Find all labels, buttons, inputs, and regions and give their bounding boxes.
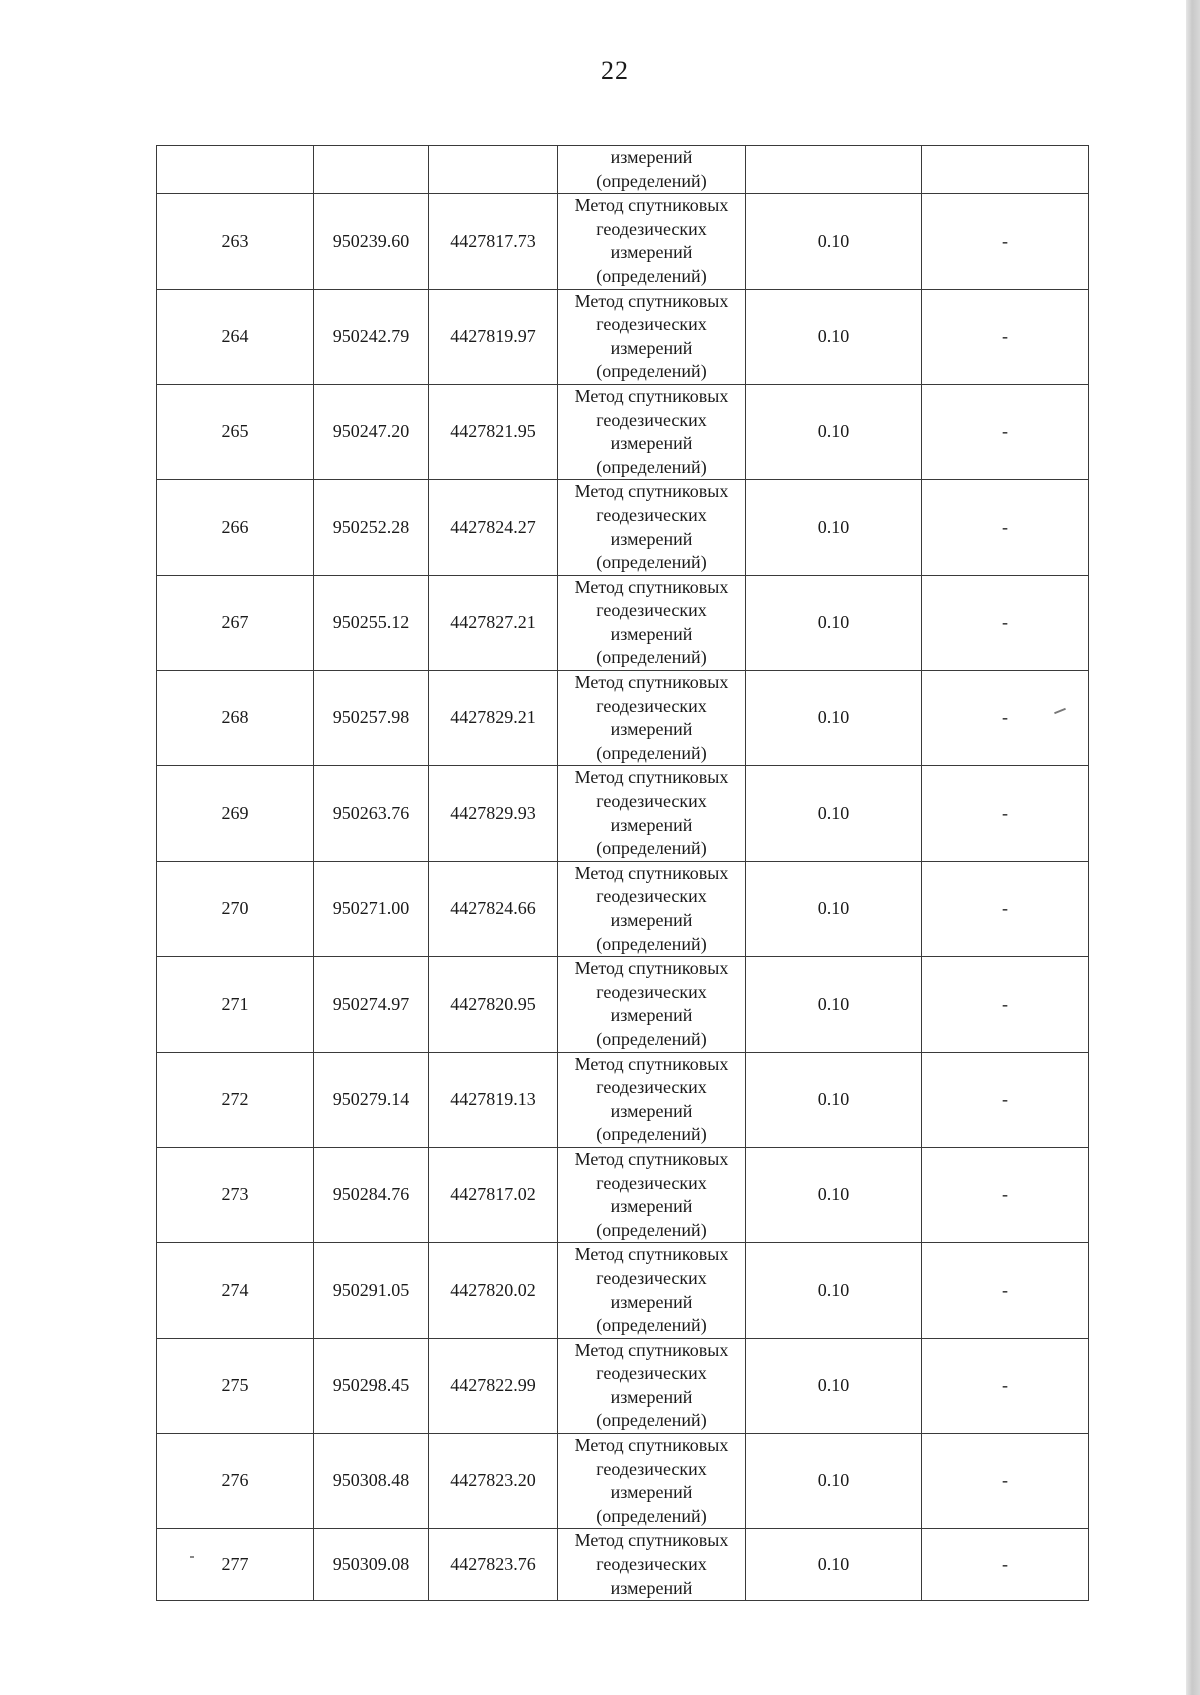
method-line: Метод спутниковых	[574, 576, 729, 597]
method-line: измерений	[610, 814, 693, 835]
accuracy-cell: 0.10	[746, 766, 922, 861]
method-line: (определений)	[596, 552, 707, 573]
method-line: измерений	[610, 433, 693, 454]
method-line: геодезических	[596, 695, 707, 716]
method-cell	[558, 1338, 746, 1433]
x-cell: 950308.48	[314, 1434, 429, 1529]
method-cell	[558, 1434, 746, 1529]
point-cell: 275	[157, 1338, 314, 1433]
method-line: измерений	[610, 147, 693, 167]
method-cell	[558, 861, 746, 956]
method-line: (определений)	[596, 647, 707, 668]
table-row	[157, 1434, 1089, 1529]
point-cell	[157, 146, 314, 194]
table-row	[157, 1147, 1089, 1242]
method-line: геодезических	[596, 1172, 707, 1193]
accuracy-cell: 0.10	[746, 1529, 922, 1601]
method-line: Метод спутниковых	[574, 1339, 729, 1360]
point-cell: 273	[157, 1147, 314, 1242]
method-line: Метод спутниковых	[574, 1435, 729, 1456]
method-line: Метод спутниковых	[574, 672, 729, 693]
method-line: измерений	[610, 1482, 693, 1503]
method-line: Метод спутниковых	[574, 1530, 729, 1551]
method-line: измерений	[610, 528, 693, 549]
accuracy-cell: 0.10	[746, 1434, 922, 1529]
method-line: измерений	[610, 1196, 693, 1217]
note-cell: -	[922, 480, 1089, 575]
method-cell	[558, 194, 746, 289]
method-cell	[558, 1052, 746, 1147]
method-line: геодезических	[596, 504, 707, 525]
method-line: измерений	[610, 1577, 693, 1598]
note-cell: -	[922, 1147, 1089, 1242]
point-cell: 266	[157, 480, 314, 575]
y-cell: 4427824.66	[429, 861, 558, 956]
method-line: Метод спутниковых	[574, 290, 729, 311]
note-cell: -	[922, 1052, 1089, 1147]
point-cell: 264	[157, 289, 314, 384]
method-line: геодезических	[596, 791, 707, 812]
point-cell: 277	[157, 1529, 314, 1601]
note-cell: -	[922, 1243, 1089, 1338]
method-line: измерений	[610, 910, 693, 930]
y-cell: 4427824.27	[429, 480, 558, 575]
y-cell: 4427827.21	[429, 575, 558, 670]
table-row-continued	[157, 146, 1089, 194]
method-line: геодезических	[596, 1077, 707, 1098]
method-line: геодезических	[596, 886, 707, 907]
method-line: геодезических	[596, 981, 707, 1002]
x-cell: 950263.76	[314, 766, 429, 861]
y-cell: 4427823.76	[429, 1529, 558, 1601]
y-cell: 4427817.73	[429, 194, 558, 289]
page-edge-shadow	[1186, 0, 1200, 1695]
method-cell	[558, 575, 746, 670]
point-cell: 276	[157, 1434, 314, 1529]
accuracy-cell: 0.10	[746, 480, 922, 575]
method-line: измерений	[610, 719, 693, 740]
note-cell: -	[922, 766, 1089, 861]
method-line: измерений	[610, 337, 693, 358]
method-cell	[558, 1147, 746, 1242]
note-cell: -	[922, 194, 1089, 289]
table-row	[157, 289, 1089, 384]
accuracy-cell: 0.10	[746, 384, 922, 479]
method-line: (определений)	[596, 742, 707, 763]
x-cell: 950255.12	[314, 575, 429, 670]
method-line: (определений)	[596, 1219, 707, 1240]
note-cell: -	[922, 1434, 1089, 1529]
y-cell: 4427822.99	[429, 1338, 558, 1433]
method-line: (определений)	[596, 933, 707, 954]
x-cell: 950257.98	[314, 671, 429, 766]
method-line: измерений	[610, 1291, 693, 1312]
table-row	[157, 1052, 1089, 1147]
method-line: измерений	[610, 242, 693, 263]
y-cell: 4427819.97	[429, 289, 558, 384]
x-cell: 950309.08	[314, 1529, 429, 1601]
method-line: Метод спутниковых	[574, 1244, 729, 1265]
note-cell: -	[922, 289, 1089, 384]
method-line: (определений)	[596, 170, 707, 191]
method-cell	[558, 671, 746, 766]
point-cell: 265	[157, 384, 314, 479]
x-cell: 950271.00	[314, 861, 429, 956]
note-cell: -	[922, 1338, 1089, 1433]
table-row	[157, 575, 1089, 670]
method-line: геодезических	[596, 1458, 707, 1479]
method-line: геодезических	[596, 1363, 707, 1384]
method-cell	[558, 289, 746, 384]
table-row	[157, 671, 1089, 766]
table-row	[157, 861, 1089, 956]
method-line: геодезических	[596, 409, 707, 430]
y-cell: 4427820.02	[429, 1243, 558, 1338]
method-line: Метод спутниковых	[574, 1148, 729, 1169]
x-cell: 950239.60	[314, 194, 429, 289]
point-cell: 271	[157, 957, 314, 1052]
method-line: Метод спутниковых	[574, 1053, 729, 1074]
accuracy-cell: 0.10	[746, 575, 922, 670]
table-row	[157, 480, 1089, 575]
method-line: (определений)	[596, 1410, 707, 1431]
x-cell: 950284.76	[314, 1147, 429, 1242]
y-cell: 4427820.95	[429, 957, 558, 1052]
method-line: Метод спутниковых	[574, 481, 729, 502]
method-line: Метод спутниковых	[574, 958, 729, 979]
method-line: (определений)	[596, 361, 707, 382]
point-cell: 272	[157, 1052, 314, 1147]
method-line: геодезических	[596, 314, 707, 335]
table-row	[157, 384, 1089, 479]
method-cell	[558, 957, 746, 1052]
x-cell: 950242.79	[314, 289, 429, 384]
method-line: (определений)	[596, 838, 707, 859]
point-cell: 263	[157, 194, 314, 289]
method-line: геодезических	[596, 218, 707, 239]
x-cell: 950279.14	[314, 1052, 429, 1147]
note-cell: -	[922, 957, 1089, 1052]
note-cell: -	[922, 861, 1089, 956]
method-line: (определений)	[596, 1028, 707, 1049]
method-line: Метод спутниковых	[574, 195, 729, 216]
table-row	[157, 1338, 1089, 1433]
x-cell: 950291.05	[314, 1243, 429, 1338]
method-line: измерений	[610, 1386, 693, 1407]
accuracy-cell: 0.10	[746, 194, 922, 289]
y-cell: 4427829.93	[429, 766, 558, 861]
method-line: (определений)	[596, 1505, 707, 1526]
note-cell: -	[922, 384, 1089, 479]
method-cell	[558, 480, 746, 575]
method-cell	[558, 146, 746, 194]
page-number: 22	[601, 56, 629, 85]
y-cell: 4427829.21	[429, 671, 558, 766]
method-line: Метод спутниковых	[574, 862, 729, 883]
note-cell: -	[922, 1529, 1089, 1601]
point-cell: 274	[157, 1243, 314, 1338]
accuracy-cell: 0.10	[746, 1338, 922, 1433]
y-cell: 4427823.20	[429, 1434, 558, 1529]
y-cell	[429, 146, 558, 194]
accuracy-cell	[746, 146, 922, 194]
method-line: Метод спутниковых	[574, 767, 729, 788]
point-cell: 267	[157, 575, 314, 670]
table-body	[157, 146, 1089, 1601]
method-line: (определений)	[596, 1315, 707, 1336]
method-line: измерений	[610, 623, 693, 644]
x-cell: 950298.45	[314, 1338, 429, 1433]
point-cell: 269	[157, 766, 314, 861]
accuracy-cell: 0.10	[746, 957, 922, 1052]
method-line: геодезических	[596, 1554, 707, 1575]
method-line: геодезических	[596, 600, 707, 621]
table-row	[157, 957, 1089, 1052]
point-cell: 270	[157, 861, 314, 956]
accuracy-cell: 0.10	[746, 289, 922, 384]
method-cell	[558, 1243, 746, 1338]
method-line: (определений)	[596, 1124, 707, 1145]
method-cell	[558, 1529, 746, 1601]
accuracy-cell: 0.10	[746, 1243, 922, 1338]
method-line: геодезических	[596, 1267, 707, 1288]
method-line: (определений)	[596, 456, 707, 477]
accuracy-cell: 0.10	[746, 1147, 922, 1242]
note-cell	[922, 146, 1089, 194]
method-cell	[558, 384, 746, 479]
point-cell: 268	[157, 671, 314, 766]
accuracy-cell: 0.10	[746, 1052, 922, 1147]
y-cell: 4427817.02	[429, 1147, 558, 1242]
table-row	[157, 1243, 1089, 1338]
method-line: измерений	[610, 1100, 693, 1121]
x-cell: 950247.20	[314, 384, 429, 479]
x-cell	[314, 146, 429, 194]
table-row	[157, 194, 1089, 289]
coordinates-table	[156, 145, 1089, 1601]
x-cell: 950252.28	[314, 480, 429, 575]
accuracy-cell: 0.10	[746, 671, 922, 766]
y-cell: 4427821.95	[429, 384, 558, 479]
scan-speck	[190, 1556, 194, 1558]
method-line: (определений)	[596, 265, 707, 286]
x-cell: 950274.97	[314, 957, 429, 1052]
method-line: Метод спутниковых	[574, 385, 729, 406]
method-cell	[558, 766, 746, 861]
note-cell: -	[922, 671, 1089, 766]
method-line: измерений	[610, 1005, 693, 1026]
note-cell: -	[922, 575, 1089, 670]
y-cell: 4427819.13	[429, 1052, 558, 1147]
accuracy-cell: 0.10	[746, 861, 922, 956]
table-row	[157, 1529, 1089, 1601]
table-row	[157, 766, 1089, 861]
